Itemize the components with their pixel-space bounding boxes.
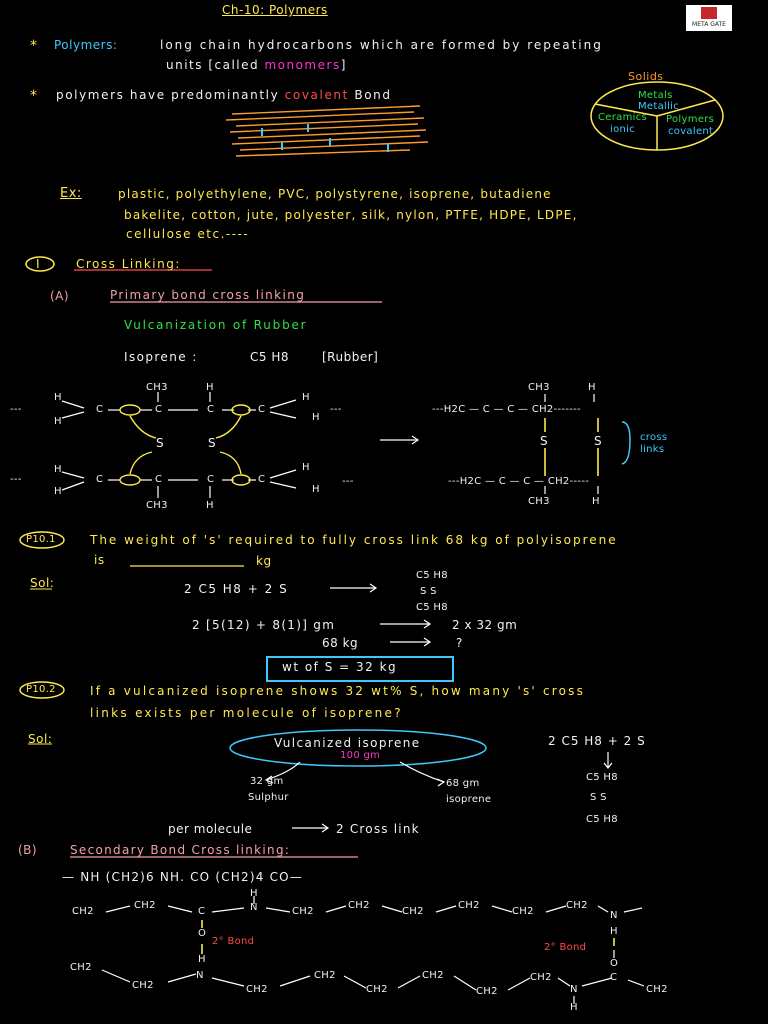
solution-2-product-mid: S S (590, 792, 607, 803)
nylon-ch2-11: CH2 (246, 984, 268, 995)
sulphur-label: Sulphur (248, 792, 289, 803)
nylon-ch2-16: CH2 (530, 972, 552, 983)
right-s-1: S (540, 434, 549, 448)
nylon-h-3: H (198, 954, 206, 965)
right-ch3-top: CH3 (528, 382, 550, 393)
bond-post: Bond (354, 88, 392, 102)
left-h-5: H (54, 464, 62, 475)
nylon-ch2-5: CH2 (402, 906, 424, 917)
solution-2-product-bottom: C5 H8 (586, 814, 618, 825)
nylon-ch2-8: CH2 (566, 900, 588, 911)
page-title: Ch-10: Polymers (222, 3, 328, 17)
solids-title: Solids (628, 70, 664, 83)
left-h-1: H (54, 392, 62, 403)
nylon-ch2-10: CH2 (132, 980, 154, 991)
section-heading: Cross Linking: (76, 257, 181, 271)
bullet-2: * (30, 88, 38, 104)
nylon-h-2: H (610, 926, 618, 937)
nylon-ch2-1: CH2 (72, 906, 94, 917)
right-ch3-bottom: CH3 (528, 496, 550, 507)
nylon-ch2-13: CH2 (366, 984, 388, 995)
right-top-chain: ---H2C — C — C — CH2------- (432, 404, 581, 415)
rubber-label: [Rubber] (322, 350, 379, 364)
solution-1-unknown: ? (456, 636, 463, 650)
solution-1-product-top: C5 H8 (416, 570, 448, 581)
examples-line-2: bakelite, cotton, jute, polyester, silk, nylon, PTFE, HDPE, LDPE, (124, 208, 578, 222)
covalent-word: covalent (284, 88, 349, 102)
nylon-ch2-17: CH2 (646, 984, 668, 995)
nylon-ch2-15: CH2 (476, 986, 498, 997)
left-h-2: H (54, 416, 62, 427)
right-bottom-chain: ---H2C — C — C — CH2----- (448, 476, 590, 487)
problem-10-2-tag: P10.2 (26, 684, 56, 695)
answer-text: wt of S = 32 kg (282, 660, 398, 674)
polymers-definition: long chain hydrocarbons which are formed by repeating (160, 38, 603, 52)
left-h-8: H (312, 484, 320, 495)
cross-link-result: 2 Cross link (336, 822, 420, 836)
solution-1-given: 68 kg (322, 636, 359, 650)
secondary-bond-label-2: 2° Bond (544, 942, 587, 953)
isoprene-label: Isoprene : (124, 350, 198, 364)
left-c-3: C (207, 404, 215, 415)
solution-2-product-top: C5 H8 (586, 772, 618, 783)
right-h-top: H (588, 382, 596, 393)
units-post: ] (340, 58, 347, 72)
solids-polymers: Polymers (666, 114, 715, 125)
solution-2-equation: 2 C5 H8 + 2 S (548, 734, 646, 748)
oval-subtitle: 100 gm (340, 750, 381, 761)
nylon-n-4: N (570, 984, 578, 995)
bond-pre: polymers have predominantly (56, 88, 280, 102)
left-h-3: H (302, 392, 310, 403)
nylon-ch2-9: CH2 (70, 962, 92, 973)
nylon-formula: — NH (CH2)6 NH. CO (CH2)4 CO— (62, 870, 304, 884)
nylon-ch2-12: CH2 (314, 970, 336, 981)
nylon-c-1: C (198, 906, 206, 917)
nylon-n-1: N (250, 902, 258, 913)
sub-a-heading: Primary bond cross linking (110, 288, 306, 302)
secondary-bond-label-1: 2° Bond (212, 936, 255, 947)
sub-b-label: (B) (18, 843, 38, 857)
left-c-4: C (258, 404, 266, 415)
nylon-h-4: H (570, 1002, 578, 1013)
problem-10-2-line-1: If a vulcanized isoprene shows 32 wt% S, how many 's' cross (90, 684, 586, 698)
solution-1-product-mid: S S (420, 586, 437, 597)
nylon-ch2-14: CH2 (422, 970, 444, 981)
right-s-2: S (594, 434, 603, 448)
solids-ceramics: Ceramics (598, 112, 648, 123)
left-dash-4: --- (342, 476, 354, 487)
solution-1-label: Sol: (30, 576, 55, 590)
nylon-o-1: O (198, 928, 207, 939)
left-h-top: H (206, 382, 214, 393)
isoprene-formula: C5 H8 (250, 350, 289, 364)
left-h-6: H (54, 486, 62, 497)
sulphur-mass: 32 gm (250, 776, 284, 787)
solids-covalent: covalent (668, 126, 714, 137)
solids-ionic: ionic (610, 124, 636, 135)
nylon-o-2: O (610, 958, 619, 969)
solution-1-product-bottom: C5 H8 (416, 602, 448, 613)
left-c-7: C (207, 474, 215, 485)
oval-title: Vulcanized isoprene (274, 736, 421, 750)
units-pre: units [called (166, 58, 260, 72)
solids-metallic: Metallic (638, 101, 680, 112)
left-c-6: C (155, 474, 163, 485)
bullet-1: * (30, 38, 38, 54)
isoprene-mass: 68 gm (446, 778, 480, 789)
nylon-ch2-2: CH2 (134, 900, 156, 911)
sub-a-label: (A) (50, 289, 70, 303)
nylon-n-3: N (196, 970, 204, 981)
left-h-4: H (312, 412, 320, 423)
nylon-n-2: N (610, 910, 618, 921)
nylon-ch2-6: CH2 (458, 900, 480, 911)
left-ch3-top: CH3 (146, 382, 168, 393)
monomers-word: monomers (264, 58, 341, 72)
vulcanization-text: Vulcanization of Rubber (124, 318, 308, 332)
solution-1-equation: 2 C5 H8 + 2 S (184, 582, 289, 596)
logo-text: META GATE (692, 21, 726, 28)
examples-label: Ex: (60, 186, 82, 201)
left-c-1: C (96, 404, 104, 415)
nylon-c-2: C (610, 972, 618, 983)
solution-2-label: Sol: (28, 732, 53, 746)
problem-10-1-line-1: The weight of 's' required to fully cross link 68 kg of polyisoprene (90, 533, 618, 547)
per-molecule-label: per molecule (168, 822, 253, 836)
nylon-ch2-3: CH2 (292, 906, 314, 917)
problem-10-1-is: is (94, 553, 105, 567)
examples-line-1: plastic, polyethylene, PVC, polystyrene, isoprene, butadiene (118, 187, 552, 201)
left-c-5: C (96, 474, 104, 485)
polymers-label: Polymers: (54, 38, 118, 52)
nylon-h-top: H (250, 888, 258, 899)
problem-10-1-tag: P10.1 (26, 534, 56, 545)
solution-1-mass: 2 [5(12) + 8(1)] gm (192, 618, 336, 632)
isoprene-name: isoprene (446, 794, 492, 805)
solution-1-mass-rhs: 2 x 32 gm (452, 618, 518, 632)
left-s-2: S (208, 436, 217, 450)
left-ch3-bottom: CH3 (146, 500, 168, 511)
left-h-7: H (302, 462, 310, 473)
solids-metals: Metals (638, 90, 673, 101)
polymer-chain-sketch (226, 106, 428, 156)
left-c-8: C (258, 474, 266, 485)
nylon-ch2-7: CH2 (512, 906, 534, 917)
left-s-1: S (156, 436, 165, 450)
left-c-2: C (155, 404, 163, 415)
problem-10-1-kg: kg (256, 554, 272, 568)
nylon-ch2-4: CH2 (348, 900, 370, 911)
sub-b-heading: Secondary Bond Cross linking: (70, 843, 291, 857)
left-h-bottom: H (206, 500, 214, 511)
right-h-bottom: H (592, 496, 600, 507)
examples-line-3: cellulose etc.---- (126, 227, 250, 241)
problem-10-2-line-2: links exists per molecule of isoprene? (90, 706, 403, 720)
left-dash-1: --- (10, 404, 22, 415)
left-dash-3: --- (10, 474, 22, 485)
left-dash-2: --- (330, 404, 342, 415)
cross-links-label: cross links (640, 432, 668, 455)
section-number: I (36, 257, 41, 271)
